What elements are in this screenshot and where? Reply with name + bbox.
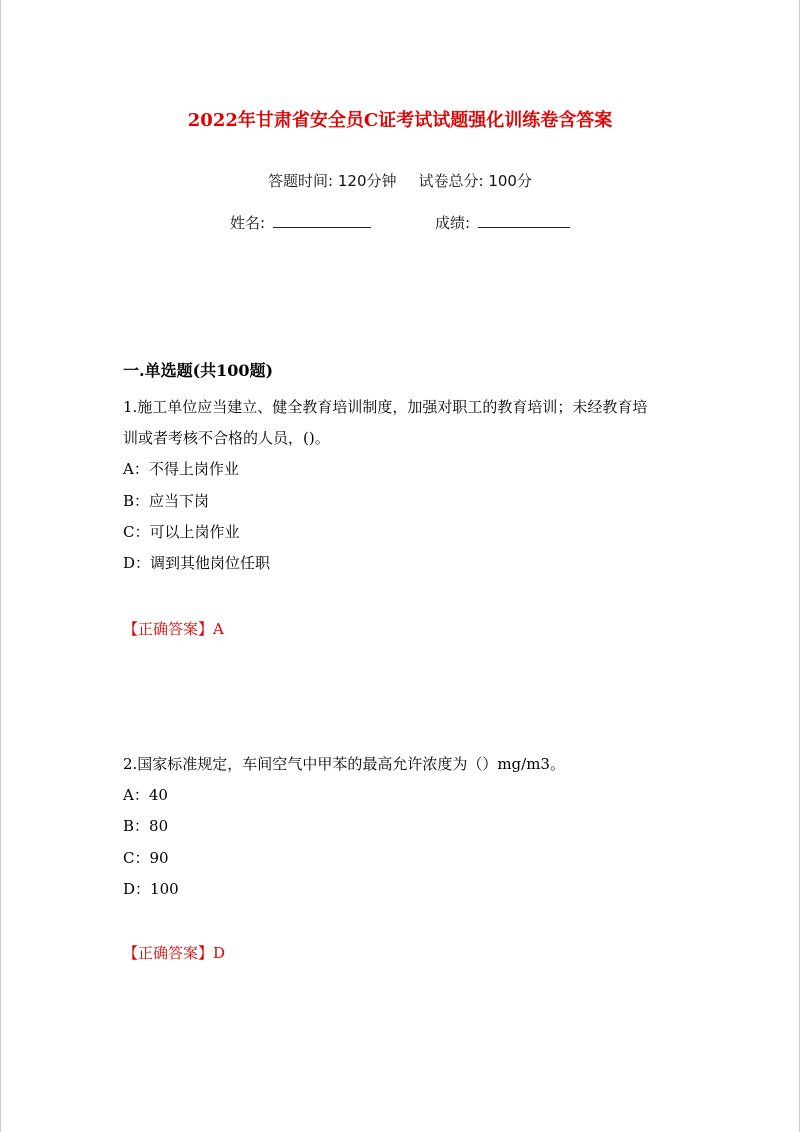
section-title: 一.单选题(共100题) xyxy=(123,361,274,380)
question-1-option-d: D：调到其他岗位任职 xyxy=(123,554,271,572)
question-2-option-d: D：100 xyxy=(123,880,179,898)
question-1-answer: 【正确答案】A xyxy=(123,620,224,638)
student-info-row xyxy=(1,212,799,233)
name-blank-field[interactable] xyxy=(273,213,371,228)
question-2-option-c: C：90 xyxy=(123,849,169,867)
question-2-option-b: B：80 xyxy=(123,817,169,835)
grade-label: 成绩: xyxy=(435,214,471,232)
exam-score-label: 试卷总分: 100分 xyxy=(418,172,532,190)
question-2-option-a: A：40 xyxy=(123,786,168,804)
exam-meta-row xyxy=(1,170,799,191)
question-2-answer: 【正确答案】D xyxy=(123,944,226,962)
grade-blank-field[interactable] xyxy=(478,213,570,228)
exam-title: 2022年甘肃省安全员C证考试试题强化训练卷含答案 xyxy=(187,110,613,131)
question-1-option-b: B：应当下岗 xyxy=(123,492,210,510)
question-2-stem-line1: 2.国家标准规定，车间空气中甲苯的最高允许浓度为（）mg/m3。 xyxy=(123,755,565,773)
question-1-stem-line2: 训或者考核不合格的人员，()。 xyxy=(123,429,330,447)
question-1-option-a: A：不得上岗作业 xyxy=(123,460,239,478)
question-1-stem-line1: 1.施工单位应当建立、健全教育培训制度，加强对职工的教育培训；未经教育培 xyxy=(123,398,648,416)
exam-time-label: 答题时间: 120分钟 xyxy=(268,172,397,190)
question-1-option-c: C：可以上岗作业 xyxy=(123,523,240,541)
name-label: 姓名: xyxy=(229,214,265,232)
